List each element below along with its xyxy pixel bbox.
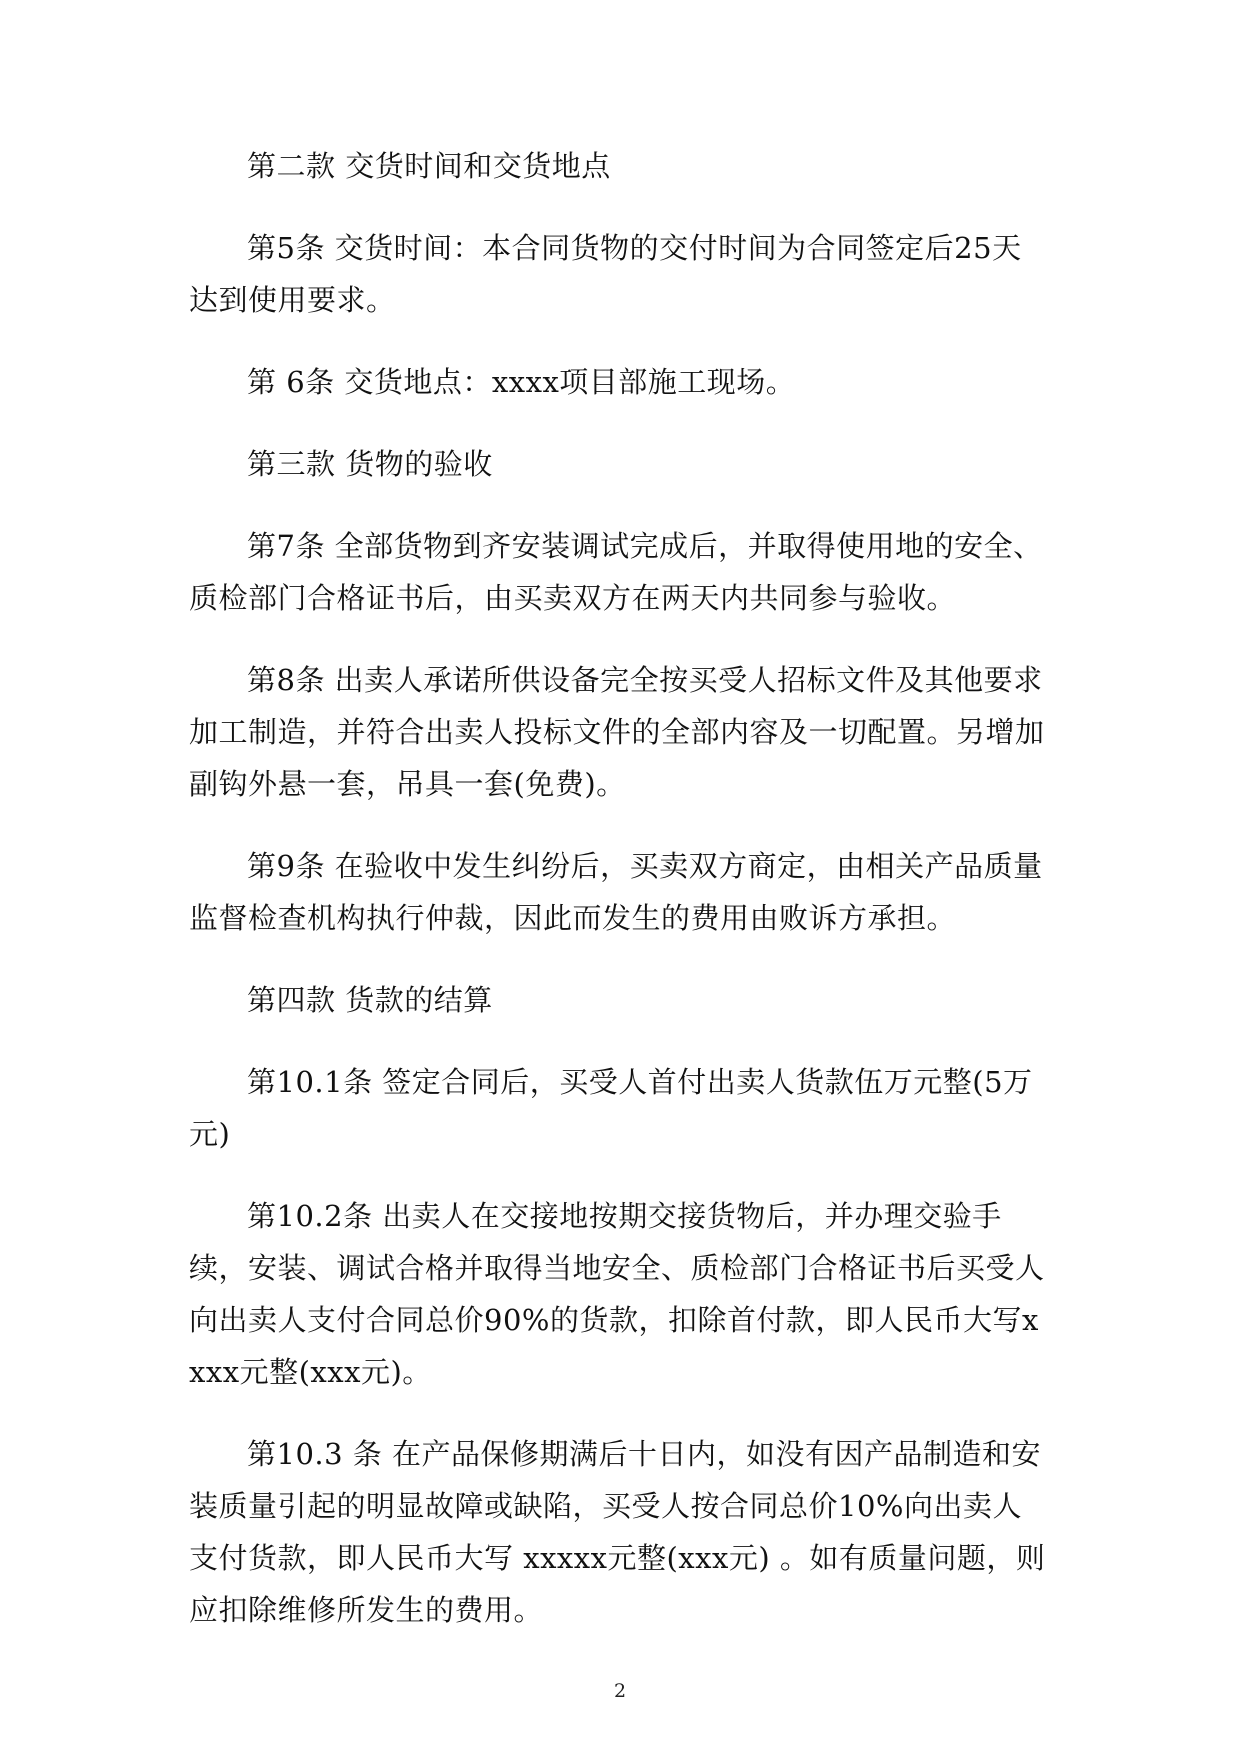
section-heading-settlement: 第四款 货款的结算 (247, 983, 493, 1017)
clause-10-1-down-payment: 第10.1条 签定合同后，买受人首付出卖人货款伍万元整(5万元) (189, 1065, 1033, 1151)
document-body (189, 140, 1051, 1666)
page-number: 2 (613, 1680, 627, 1702)
clause-5-delivery-time: 第5条 交货时间：本合同货物的交付时间为合同签定后25天达到使用要求。 (189, 231, 1022, 317)
section-heading-acceptance: 第三款 货物的验收 (247, 447, 493, 481)
clause-10-2-main-payment: 第10.2条 出卖人在交接地按期交接货物后，并办理交验手续，安装、调试合格并取得当地安全、质检部门合格证书后买受人向出卖人支付合同总价90%的货款，扣除首付款，即人民币大写xxxx元整(xxx元)。 (189, 1199, 1045, 1389)
clause-6-delivery-place: 第 6条 交货地点：xxxx项目部施工现场。 (247, 365, 796, 399)
clause-8-seller-commitment: 第8条 出卖人承诺所供设备完全按买受人招标文件及其他要求加工制造，并符合出卖人投标文件的全部内容及一切配置。另增加副钩外悬一套，吊具一套(免费)。 (189, 663, 1045, 801)
clause-9-dispute: 第9条 在验收中发生纠纷后，买卖双方商定，由相关产品质量监督检查机构执行仲裁，因此而发生的费用由败诉方承担。 (189, 849, 1043, 935)
clause-10-3-final-payment: 第10.3 条 在产品保修期满后十日内，如没有因产品制造和安装质量引起的明显故障或缺陷，买受人按合同总价10%向出卖人支付货款，即人民币大写 xxxxx元整(xxx元) 。如有质量问题，则应扣除维修所发生的费用。 (189, 1437, 1046, 1627)
section-heading-delivery: 第二款 交货时间和交货地点 (247, 149, 611, 183)
clause-7-acceptance: 第7条 全部货物到齐安装调试完成后，并取得使用地的安全、质检部门合格证书后，由买卖双方在两天内共同参与验收。 (189, 529, 1043, 615)
